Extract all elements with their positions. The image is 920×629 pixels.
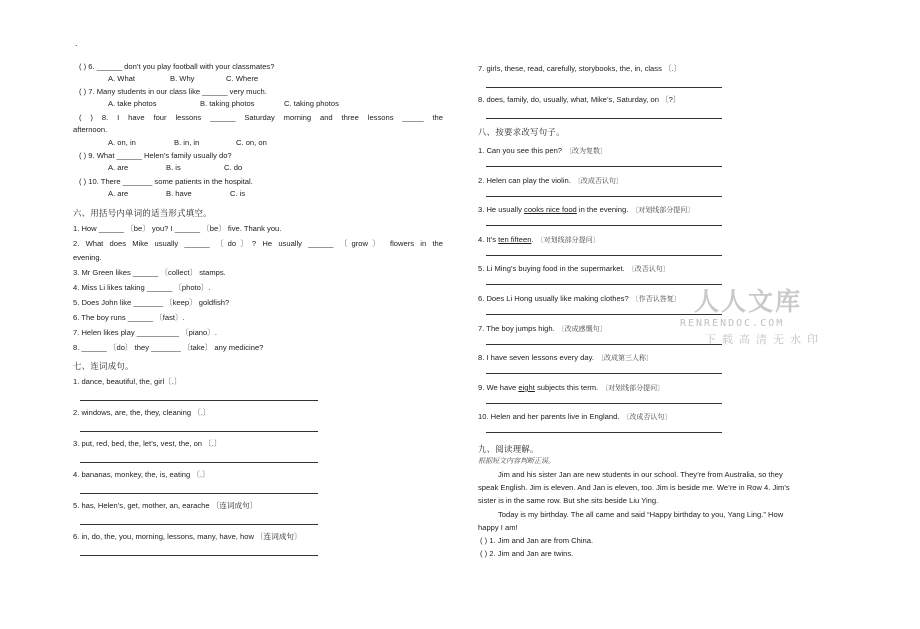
section-9-subtitle: 根据短文内容判断正误。 (478, 457, 555, 465)
underlined-text: ten fifteen (498, 235, 532, 244)
rewrite-text: 7. The boy jumps high. (478, 324, 555, 333)
option-a: A. are (108, 163, 129, 172)
rewrite-item (478, 146, 607, 156)
option-b: B. in, in (174, 138, 200, 147)
rewrite-text: 10. Helen and her parents live in England. (478, 412, 620, 421)
fill-item: 6. The boy runs ______ 〔fast〕. (73, 313, 185, 322)
rewrite-text: 8. I have seven lessons every day. (478, 353, 594, 362)
rewrite-item (478, 324, 607, 334)
option-a: A. What (108, 74, 136, 83)
rewrite-item (478, 412, 671, 422)
answer-line[interactable] (486, 225, 722, 226)
true-false-item: ( ) 2. Jim and Jan are twins. (480, 549, 574, 558)
mc-options-6 (108, 74, 258, 84)
mc-options-10 (108, 189, 245, 199)
mc-question-8-cont: afternoon. (73, 125, 108, 134)
instruction-note: 〔改成否认句〕 (622, 413, 672, 421)
answer-line[interactable] (486, 166, 722, 167)
passage-line: Today is my birthday. The all came and said “Happy birthday to you, Yang Ling.” How (498, 510, 784, 519)
reorder-item: 4. bananas, monkey, the, is, eating 〔.〕 (73, 470, 210, 479)
rewrite-text: 1. Can you see this pen? (478, 146, 563, 155)
reorder-item: 1. dance, beautiful, the, girl〔.〕 (73, 377, 182, 386)
instruction-note: 〔对划线部分提问〕 (536, 236, 600, 244)
answer-line[interactable] (486, 284, 722, 285)
fill-item: 8. ______ 〔do〕 they _______ 〔take〕 any medicine? (73, 343, 264, 352)
watermark-logo-text: 人人文库 (694, 287, 803, 316)
instruction-note: 〔改成否认句〕 (573, 177, 623, 185)
option-a: A. on, in (108, 138, 136, 147)
instruction-note: 〔对划线部分提问〕 (601, 384, 665, 392)
answer-line[interactable] (80, 493, 318, 494)
mc-options-8 (108, 138, 267, 148)
option-c: C. do (224, 163, 243, 172)
answer-line[interactable] (486, 403, 722, 404)
watermark-slogan: 下载高清无水印 (705, 333, 824, 346)
passage-line: happy I am! (478, 523, 518, 532)
instruction-note: 〔改为复数〕 (565, 147, 608, 155)
rewrite-text: 4. It’s (478, 235, 499, 244)
mc-question-7: ( ) 7. Many students in our class like ______ very much. (79, 87, 267, 96)
answer-line[interactable] (486, 432, 722, 433)
fill-item: 1. How ______ 〔be〕 you? I ______ 〔be〕 five. Thank you. (73, 224, 282, 233)
fill-item: evening. (73, 253, 102, 262)
mc-question-8: ( ) 8. I have four lessons ______ Saturday morning and three lessons _____ the (79, 113, 443, 122)
option-b: B. Why (170, 74, 195, 83)
answer-line[interactable] (486, 255, 722, 256)
answer-line[interactable] (486, 87, 722, 88)
fill-item: 2. What does Mike usually ______ 〔do〕? He usually ______ 〔grow〕 flowers in the (73, 239, 443, 248)
reorder-item: 6. in, do, the, you, morning, lessons, many, have, how 〔连词成句〕 (73, 532, 302, 541)
answer-line[interactable] (486, 344, 722, 345)
rewrite-text: subjects this term. (534, 383, 599, 392)
passage-line: sister is in the same row. But she sits beside Liu Ying. (478, 496, 659, 505)
fill-item: 4. Miss Li likes taking ______ 〔photo〕. (73, 283, 211, 292)
answer-line[interactable] (486, 118, 722, 119)
answer-line[interactable] (486, 373, 722, 374)
fill-item: 5. Does John like _______ 〔keep〕 goldfish? (73, 298, 230, 307)
instruction-note: 〔改成第三人称〕 (596, 354, 653, 362)
reorder-item: 3. put, red, bed, the, let’s, vest, the, on 〔.〕 (73, 439, 222, 448)
rewrite-text: 6. Does Li Hong usually like making clothes? (478, 294, 629, 303)
true-false-item: ( ) 1. Jim and Jan are from China. (480, 536, 594, 545)
underlined-text: eight (518, 383, 535, 392)
rewrite-text: in the evening. (576, 205, 629, 214)
rewrite-text: 3. He usually (478, 205, 525, 214)
instruction-note: 〔对划线部分提问〕 (631, 206, 695, 214)
underlined-text: cooks nice food (524, 205, 577, 214)
rewrite-item (478, 294, 681, 304)
mc-question-9: ( ) 9. What ______ Helen’s family usually do? (79, 151, 232, 160)
option-c: C. on, on (236, 138, 267, 147)
reorder-item: 2. windows, are, the, they, cleaning 〔.〕 (73, 408, 211, 417)
instruction-note: 〔作否认答复〕 (631, 295, 681, 303)
option-b: B. have (166, 189, 192, 198)
rewrite-item (478, 205, 694, 215)
rewrite-text: 5. Li Ming’s buying food in the supermarket. (478, 264, 625, 273)
rewrite-text: 9. We have (478, 383, 519, 392)
watermark-domain: RENRENDOC.COM (680, 318, 785, 329)
option-c: C. is (230, 189, 246, 198)
mc-options-9 (108, 163, 242, 173)
option-a: A. are (108, 189, 129, 198)
option-b: B. taking photos (200, 99, 255, 108)
answer-line[interactable] (80, 555, 318, 556)
section-6-title: 六、用括号内单词的适当形式填空。 (73, 208, 212, 218)
rewrite-item (478, 353, 653, 363)
rewrite-item (478, 176, 623, 186)
rewrite-item (478, 235, 600, 245)
passage-line: speak English. Jim is eleven. And Jan is eleven, too. Jim is beside me. We’re in Row 4. Jim’s (478, 483, 790, 492)
fill-item: 7. Helen likes play __________ 〔piano〕. (73, 328, 217, 337)
instruction-note: 〔改成感慨句〕 (557, 325, 607, 333)
rewrite-text: . (531, 235, 534, 244)
option-c: C. Where (226, 74, 259, 83)
mc-question-6: ( ) 6. ______ don’t you play football with your classmates? (79, 62, 275, 71)
page-mark: . (75, 38, 78, 48)
section-9-title: 九、阅读理解。 (478, 444, 539, 454)
instruction-note: 〔改否认句〕 (627, 265, 670, 273)
answer-line[interactable] (486, 196, 722, 197)
reorder-item: 7. girls, these, read, carefully, storybooks, the, in, class 〔.〕 (478, 64, 682, 73)
answer-line[interactable] (80, 431, 318, 432)
rewrite-item (478, 264, 670, 274)
rewrite-text: 2. Helen can play the violin. (478, 176, 571, 185)
mc-question-10: ( ) 10. There _______ some patients in the hospital. (79, 177, 253, 186)
rewrite-item (478, 383, 664, 393)
answer-line[interactable] (80, 462, 318, 463)
option-b: B. is (166, 163, 181, 172)
answer-line[interactable] (80, 400, 318, 401)
answer-line[interactable] (486, 314, 722, 315)
answer-line[interactable] (80, 524, 318, 525)
fill-item: 3. Mr Green likes ______ 〔collect〕 stamps. (73, 268, 226, 277)
section-7-title: 七、连词成句。 (73, 361, 134, 371)
reorder-item: 8. does, family, do, usually, what, Mike’s, Saturday, on 〔?〕 (478, 95, 681, 104)
reorder-item: 5. has, Helen’s, get, mother, an, earache 〔连词成句〕 (73, 501, 258, 510)
passage-line: Jim and his sister Jan are new students in our school. They’re from Australia, so they (498, 470, 783, 479)
mc-options-7 (108, 99, 339, 109)
option-c: C. taking photos (284, 99, 339, 108)
section-8-title: 八、按要求改写句子。 (478, 127, 565, 137)
option-a: A. take photos (108, 99, 157, 108)
